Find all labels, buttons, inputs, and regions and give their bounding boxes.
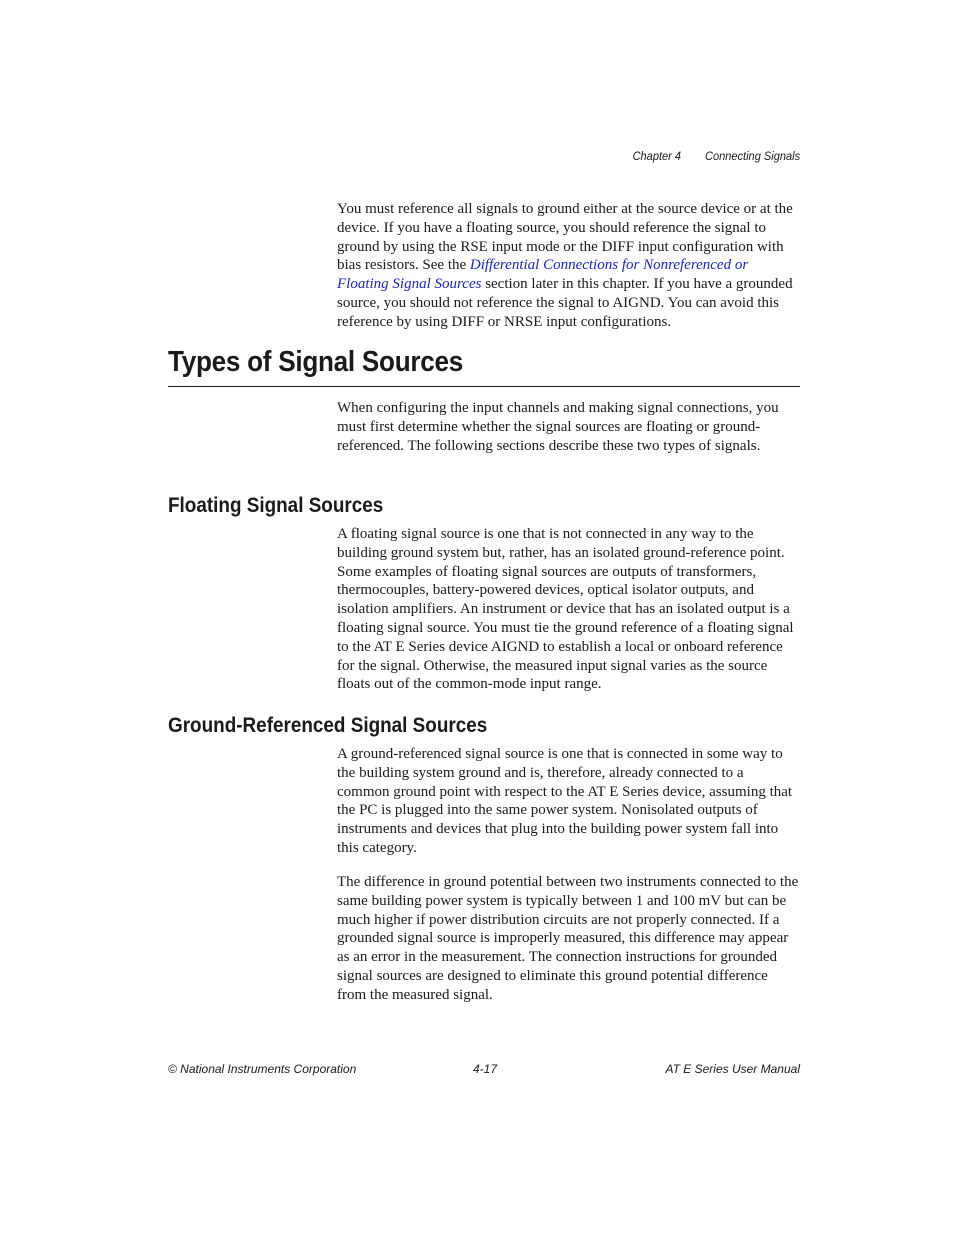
- intro-text-after: section later in this chapter. If you have a grounded source, you should not reference the signal to AIGND. You can avoid this reference by using DIFF or NRSE input configurations.: [337, 276, 793, 330]
- cross-reference-link[interactable]: Differential Connections for Nonreferenced or Floating Signal Sources: [337, 257, 749, 293]
- footer-page-number: 4-17: [473, 1062, 498, 1076]
- grounded-paragraph-2: The difference in ground potential between two instruments connected to the same building power system is typically between 1 and 100 mV but can be much higher if power distribution circuits are not properly connected. If a grounded signal source is improperly measured, this difference may appear as an error in the measurement. The connection instructions for grounded signal sources are designed to eliminate this ground potential difference from the measured signal.: [337, 874, 799, 1003]
- footer-manual-title: AT E Series User Manual: [665, 1062, 800, 1076]
- floating-paragraph: A floating signal source is one that is not connected in any way to the building ground system but, rather, has an isolated ground-reference point. Some examples of floating signal sources are outputs of transformers, thermocouples, battery-powered devices, optical isolator outputs, and isolation amplifiers. An instrument or device that has an isolated output is a floating signal source. You must tie the ground reference of a floating signal to the AT E Series device AIGND to establish a local or onboard reference for the signal. Otherwise, the measured input signal varies as the source floats out of the common-mode input range.: [337, 526, 794, 693]
- section-heading: Types of Signal Sources: [168, 346, 463, 378]
- intro-paragraph: [337, 200, 799, 332]
- floating-heading: Floating Signal Sources: [168, 494, 384, 517]
- page-header: [632, 149, 800, 163]
- header-title: Connecting Signals: [704, 149, 800, 163]
- section-paragraph: When configuring the input channels and making signal connections, you must first determine whether the signal sources are floating or ground-referenced. The following sections describe these two types of signals.: [337, 400, 779, 454]
- grounded-paragraph-1: A ground-referenced signal source is one that is connected in some way to the building system ground and is, therefore, already connected to a common ground point with respect to the AT E Series device, assuming that the PC is plugged into the same power system. Nonisolated outputs of instruments and devices that plug into the building power system fall into this category.: [337, 746, 793, 856]
- grounded-heading: Ground-Referenced Signal Sources: [168, 714, 488, 737]
- header-chapter: Chapter 4: [632, 149, 681, 163]
- footer-copyright: © National Instruments Corporation: [168, 1062, 357, 1076]
- heading-rule: [168, 386, 800, 387]
- intro-text-before: You must reference all signals to ground either at the source device or at the device. If you have a floating source, you should reference the signal to ground by using the RSE input mode or the DIFF input configuration with bias resistors. See the: [337, 201, 793, 274]
